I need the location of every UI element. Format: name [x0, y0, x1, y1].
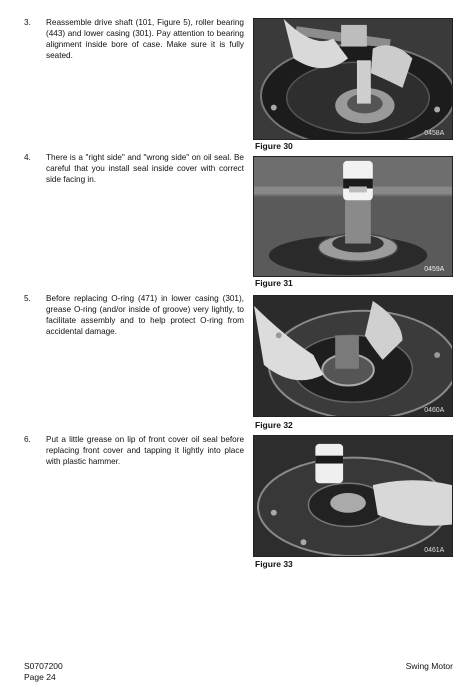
figure-30-caption: Figure 30 — [255, 141, 293, 151]
photo-code: 0461A — [424, 547, 445, 555]
step-number: 3. — [24, 18, 31, 27]
photo-code: 0459A — [424, 266, 445, 274]
figure-33-caption: Figure 33 — [255, 559, 293, 569]
footer-section-title: Swing Motor — [405, 661, 453, 671]
figure-33-photo — [253, 435, 453, 557]
step-text: There is a "right side" and "wrong side" on oil seal. Be careful that you install seal inside cover with correct side facing in. — [46, 153, 244, 184]
step-text: Put a little grease on lip of front cover oil seal before replacing front cover and tapping it lightly into place with plastic hammer. — [46, 435, 244, 466]
step-text: Before replacing O-ring (471) in lower casing (301), grease O-ring (and/or inside of groove) very lightly, to facilitate assembly and to help protect O-ring from accidental damage. — [46, 294, 244, 336]
footer-doc-number: S0707200 — [24, 661, 63, 671]
figure-31-photo — [253, 156, 453, 277]
footer-page-number: Page 24 — [24, 672, 56, 682]
figure-32-caption: Figure 32 — [255, 420, 293, 430]
photo-code: 0460A — [424, 407, 445, 415]
figure-32-photo — [253, 295, 453, 417]
photo-code: 0458A — [424, 130, 445, 138]
figure-30-photo — [253, 18, 453, 140]
step-text: Reassemble drive shaft (101, Figure 5), roller bearing (443) and lower casing (301). Pay attention to bearing alignment inside bore of case. Make sure it is fully seated. — [46, 18, 244, 60]
figure-31-caption: Figure 31 — [255, 278, 293, 288]
step-number: 6. — [24, 435, 31, 444]
step-number: 5. — [24, 294, 31, 303]
step-number: 4. — [24, 153, 31, 162]
